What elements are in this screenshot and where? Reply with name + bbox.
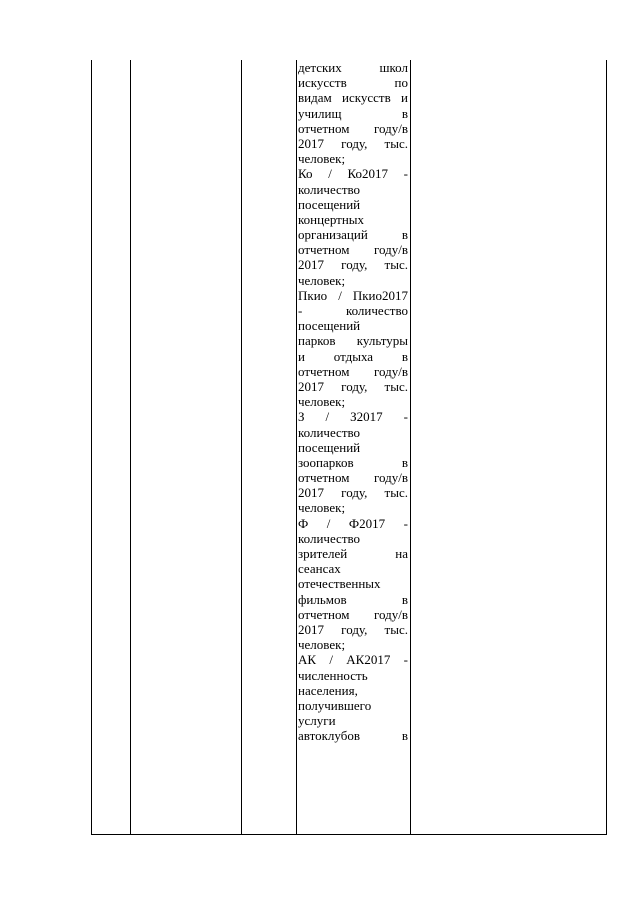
cell-line: организаций в (298, 227, 408, 243)
cell-line: училищ в (298, 105, 408, 121)
cell-line: посещений (298, 318, 361, 334)
cell-line: отчетном году/в (298, 363, 408, 379)
cell-line: З / З2017 - (298, 409, 408, 425)
cell-line: услуги (298, 713, 336, 729)
cell-line: концертных (298, 211, 365, 227)
cell-line: количество (298, 181, 361, 197)
cell-line: Пкио / Пкио2017 (298, 287, 408, 303)
cell-line: количество (298, 530, 361, 546)
cell-line: человек; (298, 394, 346, 410)
cell-line: отчетном году/в (298, 606, 408, 622)
cell-line: видам искусств и (298, 90, 408, 106)
cell-line: зоопарков в (298, 454, 408, 470)
cell-line: фильмов в (298, 591, 408, 607)
cell-line: 2017 году, тыс. (298, 621, 408, 637)
cell-line: человек; (298, 151, 346, 167)
column-divider-2 (241, 60, 242, 834)
column-divider-1 (130, 60, 131, 834)
cell-line: 2017 году, тыс. (298, 378, 408, 394)
cell-line: Ф / Ф2017 - (298, 515, 408, 531)
cell-line: человек; (298, 500, 346, 516)
cell-line: человек; (298, 637, 346, 653)
cell-line: отчетном году/в (298, 242, 408, 258)
cell-line: посещений (298, 439, 361, 455)
cell-line: 2017 году, тыс. (298, 257, 408, 273)
cell-line: АК / АК2017 - (298, 652, 408, 668)
cell-line: 2017 году, тыс. (298, 485, 408, 501)
cell-line: парков культуры (298, 333, 408, 349)
cell-line: отчетном году/в (298, 470, 408, 486)
cell-line: населения, (298, 682, 358, 698)
cell-line: детских школ (298, 60, 408, 75)
cell-line: - количество (298, 303, 408, 318)
formula-description-cell (298, 60, 408, 743)
cell-line: 2017 году, тыс. (298, 135, 408, 151)
cell-line: Ко / Ко2017 - (298, 166, 408, 182)
indicator-table (91, 60, 607, 835)
cell-line: искусств по (298, 75, 408, 91)
cell-line: и отдыха в (298, 348, 408, 364)
cell-line: сеансах (298, 561, 341, 577)
cell-line: посещений (298, 196, 361, 212)
column-divider-4 (410, 60, 411, 834)
cell-line: зрителей на (298, 546, 408, 561)
cell-line: человек; (298, 272, 346, 288)
cell-line: отечественных (298, 576, 381, 592)
cell-line: автоклубов в (298, 728, 408, 744)
column-divider-3 (296, 60, 297, 834)
cell-line: отчетном году/в (298, 120, 408, 136)
cell-line: получившего (298, 697, 372, 713)
cell-line: численность (298, 667, 368, 683)
cell-line: количество (298, 424, 361, 440)
